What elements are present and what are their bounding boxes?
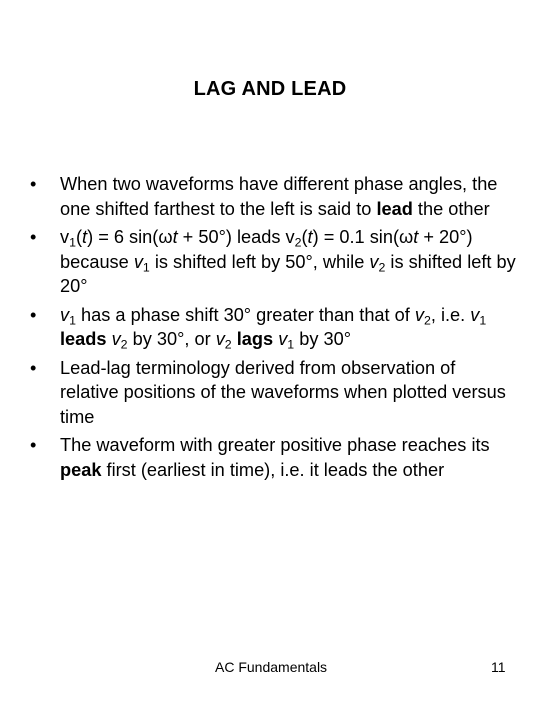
bullet-item <box>30 172 518 221</box>
bullet-marker: • <box>30 435 37 455</box>
bullet-text-segment: v <box>470 304 480 325</box>
bullet-text-segment: 2 <box>224 337 232 352</box>
bullet-item <box>30 356 518 430</box>
bullet-text <box>60 435 490 480</box>
bullet-marker: • <box>30 227 37 247</box>
bullet-list <box>30 172 518 486</box>
bullet-text-segment: by 30° <box>294 329 351 349</box>
bullet-text-segment: v <box>215 329 225 349</box>
bullet-text <box>60 358 506 427</box>
bullet-text-segment: t <box>82 227 88 247</box>
bullet-text-segment: When two waveforms have different phase angles, the one shifted farthest to the left is said to <box>60 174 498 219</box>
bullet-text-segment: 1 <box>142 260 150 275</box>
bullet-text-segment: 2 <box>378 260 386 275</box>
bullet-text-segment: v <box>278 329 288 349</box>
bullet-text-segment: + 20°) because <box>60 227 473 272</box>
bullet-marker: • <box>30 174 37 194</box>
bullet-text-segment: 1 <box>69 235 76 250</box>
bullet-text-segment: peak <box>60 459 102 480</box>
bullet-text-segment: ( <box>301 227 308 247</box>
page-number: 11 <box>491 659 506 675</box>
bullet-item <box>30 225 518 299</box>
bullet-text-segment: lead <box>376 198 413 219</box>
bullet-text-segment: the other <box>412 198 490 219</box>
bullet-text-segment: v <box>60 227 70 247</box>
bullet-text-segment: is shifted left by 20° <box>60 251 516 296</box>
bullet-text-segment: 1 <box>479 313 487 328</box>
bullet-text-segment: is shifted left by 50°, while <box>149 251 370 272</box>
bullet-text-segment: Lead-lag terminology derived from observation of relative positions of the waveforms when plotted versus time <box>60 357 506 427</box>
bullet-item <box>30 433 518 482</box>
bullet-text-segment: v <box>133 251 143 272</box>
bullet-text-segment: t <box>413 227 419 247</box>
bullet-text-segment: v <box>414 304 424 325</box>
bullet-text-segment: + 50°) leads v <box>177 227 295 247</box>
bullet-text-segment: 2 <box>120 337 128 352</box>
bullet-text-segment: 1 <box>69 313 76 328</box>
bullet-text-segment: v <box>60 304 70 325</box>
bullet-text-segment: by 30°, or <box>127 329 216 349</box>
bullet-text-segment: lags <box>236 329 274 349</box>
bullet-text <box>60 305 486 350</box>
bullet-marker: • <box>30 357 37 378</box>
bullet-text <box>60 174 497 219</box>
bullet-item <box>30 303 518 352</box>
bullet-text <box>60 227 516 296</box>
bullet-text-segment: leads <box>60 329 107 349</box>
bullet-text-segment: The waveform with greater positive phase reaches its <box>60 435 490 455</box>
bullet-text-segment: ) = 0.1 sin(ω <box>312 227 414 247</box>
slide-title: LAG AND LEAD <box>193 78 347 100</box>
footer-label: AC Fundamentals <box>215 659 328 675</box>
bullet-text-segment: 1 <box>287 337 295 352</box>
bullet-text-segment: 2 <box>423 313 431 328</box>
bullet-text-segment: ) = 6 sin(ω <box>87 227 173 247</box>
bullet-text-segment: v <box>369 251 379 272</box>
bullet-text-segment: first (earliest in time), i.e. it leads the other <box>101 459 445 480</box>
bullet-text-segment: 2 <box>294 235 302 250</box>
bullet-text-segment: t <box>307 227 313 247</box>
bullet-text-segment: ( <box>75 227 83 247</box>
bullet-text-segment: has a phase shift 30° greater than that of <box>75 304 415 325</box>
bullet-text-segment: t <box>172 227 178 247</box>
bullet-text-segment: v <box>111 329 121 349</box>
bullet-text-segment: , i.e. <box>430 304 471 325</box>
bullet-marker: • <box>30 304 37 325</box>
